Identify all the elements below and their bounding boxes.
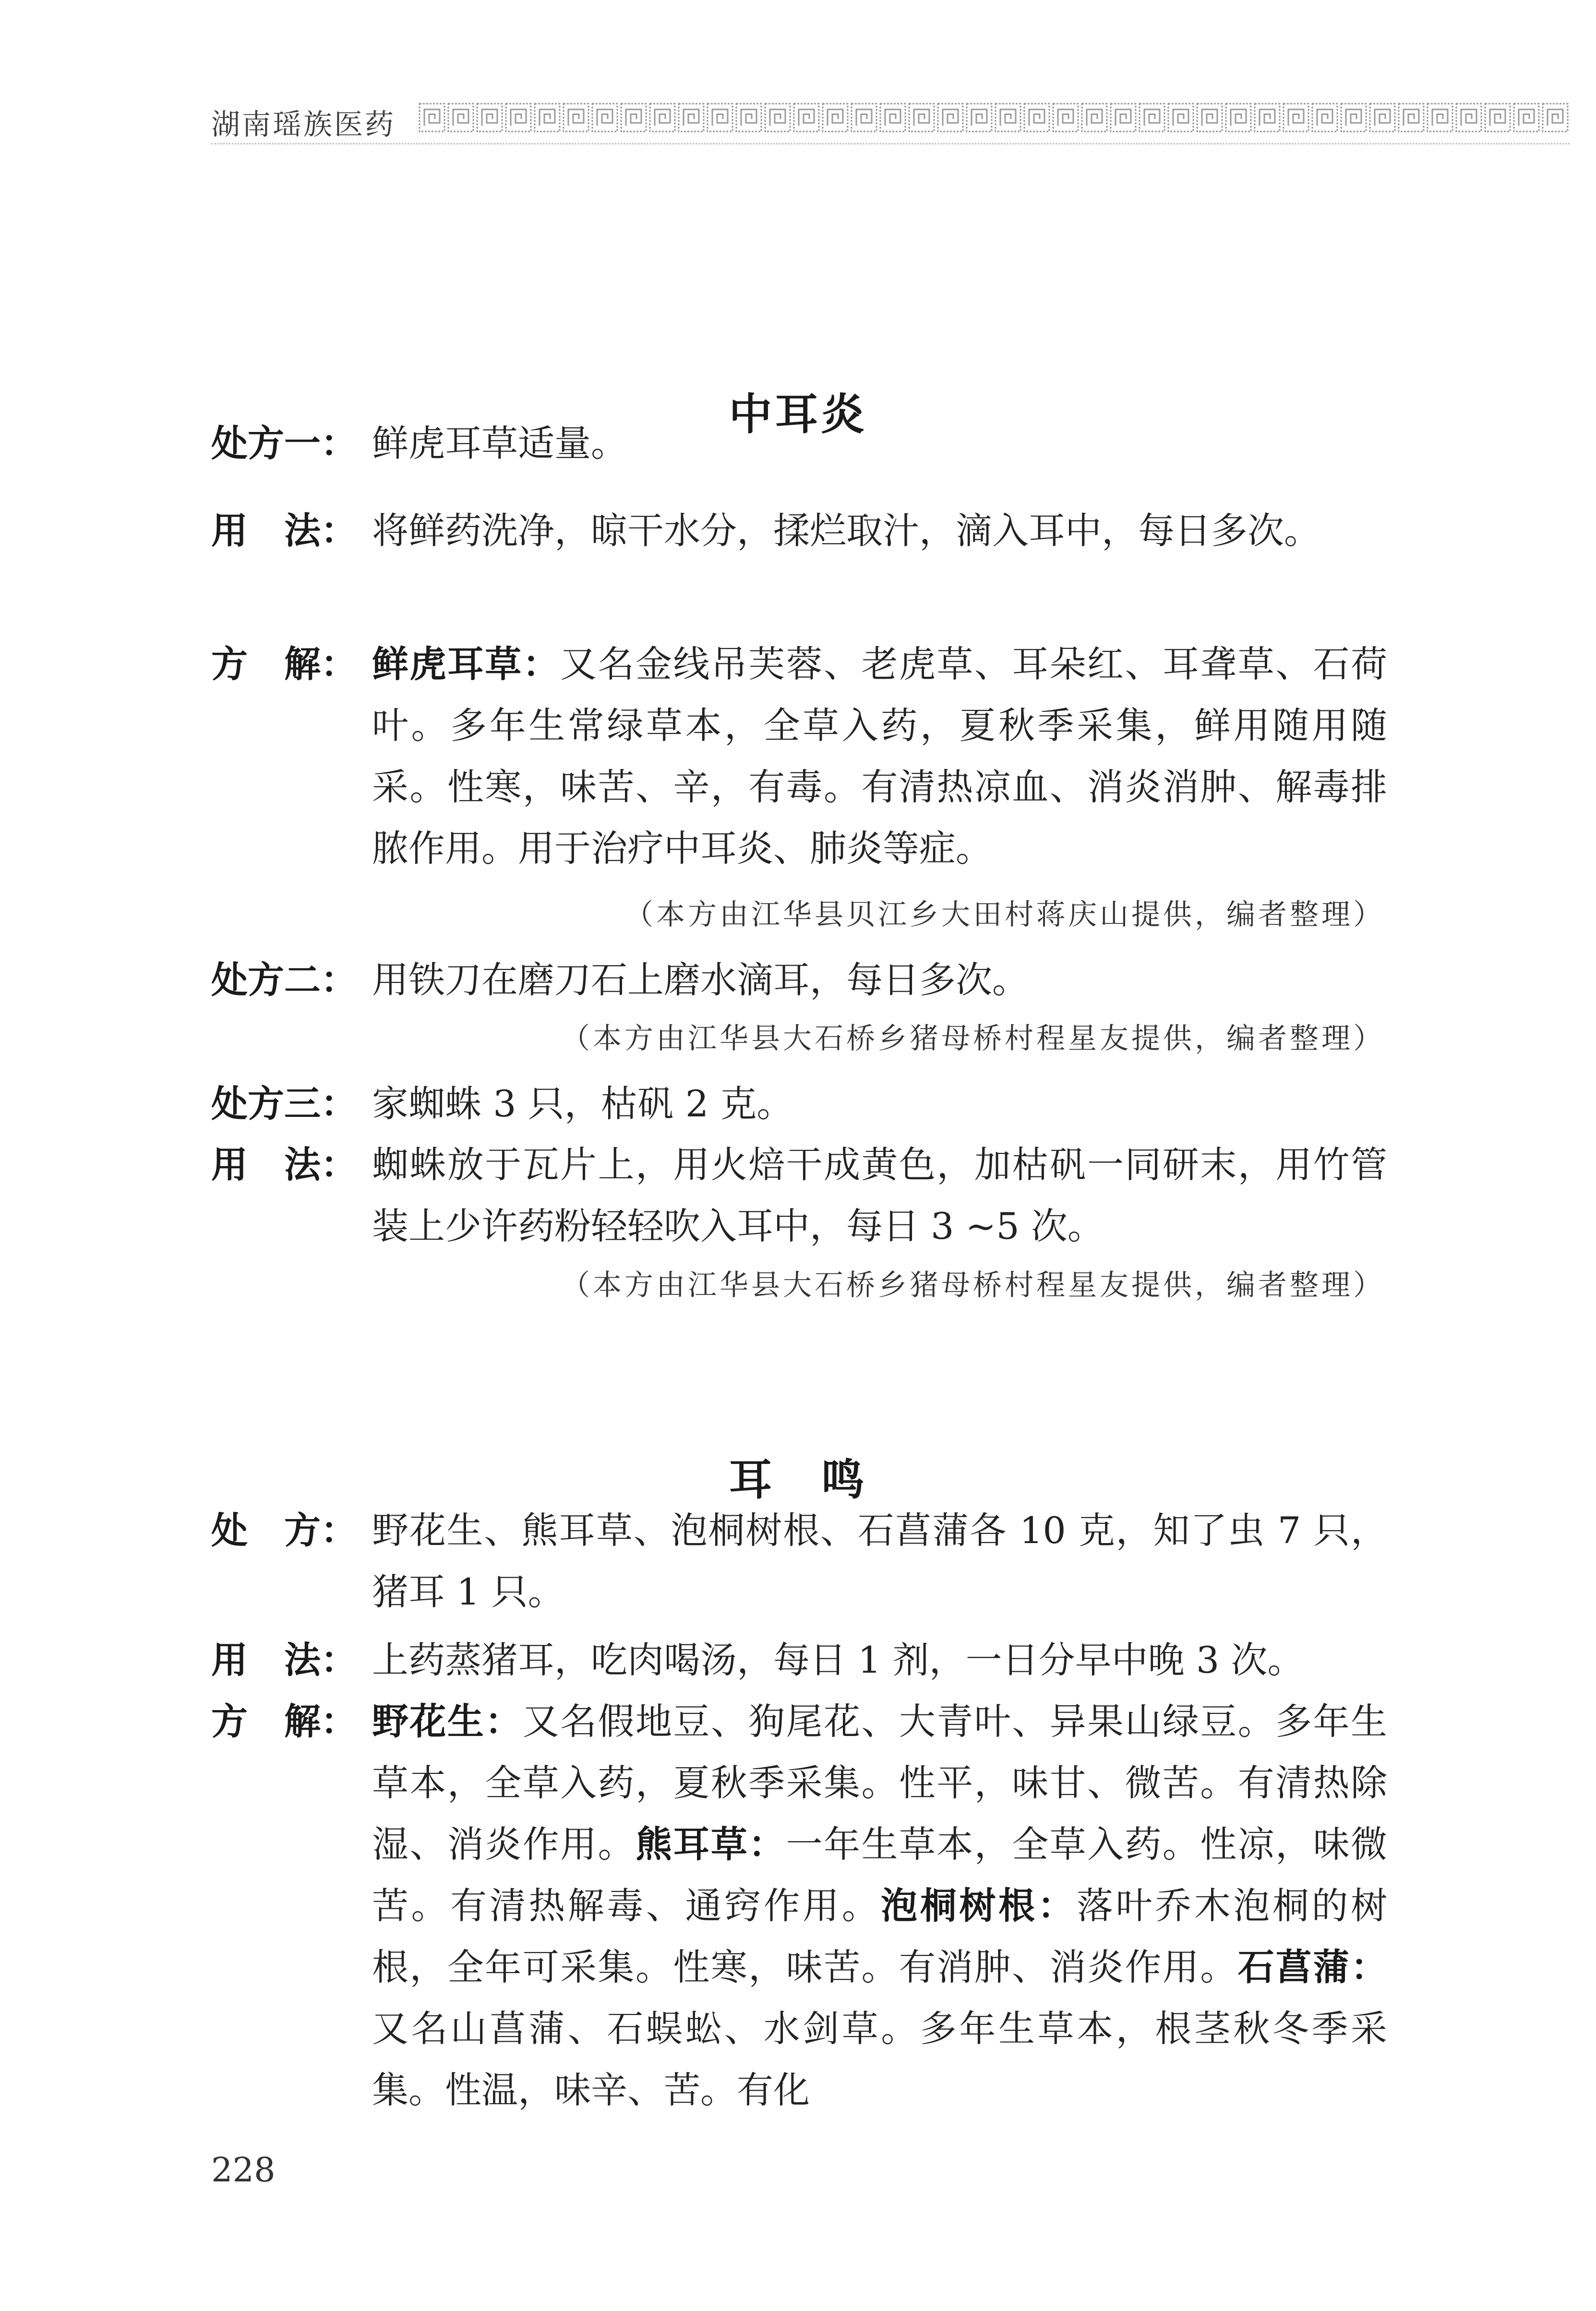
usage-label: 用 法： <box>211 1143 357 1186</box>
prescription-3 <box>211 1073 1387 1135</box>
prescription-label: 处 方： <box>211 1509 357 1552</box>
explanation-label: 方 解： <box>211 1700 357 1743</box>
usage-text: 蜘蛛放于瓦片上，用火焙干成黄色，加枯矾一同研末，用竹管装上少许药粉轻轻吹入耳中，每日 3 ~5 次。 <box>372 1143 1387 1247</box>
prescription-label: 处方二： <box>211 958 357 1001</box>
explanation-1 <box>211 634 1387 879</box>
section-title-tinnitus: 耳 鸣 <box>729 1454 867 1505</box>
running-title: 湖南瑶族医药 <box>211 108 396 142</box>
usage-text: 上药蒸猪耳，吃肉喝汤，每日 1 剂，一日分早中晚 3 次。 <box>372 1639 1304 1681</box>
usage-3 <box>211 1134 1387 1257</box>
prescription-text: 家蜘蛛 3 只，枯矾 2 克。 <box>372 1082 793 1125</box>
explanation-text <box>372 634 1387 879</box>
explanation-label: 方 解： <box>211 643 357 685</box>
header-rule <box>211 143 1570 144</box>
prescription <box>211 1500 1387 1623</box>
prescription-text: 鲜虎耳草适量。 <box>372 422 627 465</box>
usage-text: 将鲜药洗净，晾干水分，揉烂取汁，滴入耳中，每日多次。 <box>372 509 1320 552</box>
herb-name: 泡桐树根： <box>881 1884 1077 1927</box>
prescription-text: 用铁刀在磨刀石上磨水滴耳，每日多次。 <box>372 958 1029 1001</box>
header-ornament-band <box>418 101 1570 134</box>
herb-name: 熊耳草： <box>635 1823 786 1866</box>
herb-description: 又名金线吊芙蓉、老虎草、耳朵红、耳聋草、石荷叶。多年生常绿草本，全草入药，夏秋季采集，鲜用随用随采。性寒，味苦、辛，有毒。有清热凉血、消炎消肿、解毒排脓作用。用于治疗中耳炎、肺炎等症。 <box>372 643 1388 870</box>
herb-name: 野花生： <box>372 1700 523 1743</box>
source-note: （本方由江华县贝江乡大田村蒋庆山提供，编者整理） <box>624 898 1385 932</box>
usage-label: 用 法： <box>211 1639 357 1681</box>
usage <box>211 1629 1387 1691</box>
prescription-1 <box>211 413 1387 474</box>
usage-label: 用 法： <box>211 509 357 552</box>
herb-description: 又名假地豆、狗尾花、大青叶、异果山绿豆。多年生草本，全草入药，夏秋季采集。性平，味甘、微苦。有清热除湿、消炎作用。 <box>372 1700 1388 1866</box>
herb-description: 又名山菖蒲、石蜈蚣、水剑草。多年生草本，根茎秋冬季采集。性温，味辛、苦。有化 <box>372 2007 1387 2111</box>
prescription-2 <box>211 949 1387 1011</box>
usage-1 <box>211 500 1387 562</box>
prescription-label: 处方三： <box>211 1082 357 1125</box>
page-number: 228 <box>211 2150 276 2190</box>
prescription-label: 处方一： <box>211 422 357 465</box>
explanation <box>211 1691 1387 2121</box>
prescription-text: 野花生、熊耳草、泡桐树根、石菖蒲各 10 克，知了虫 7 只，猪耳 1 只。 <box>372 1509 1387 1613</box>
running-header <box>211 91 1570 144</box>
explanation-text <box>372 1691 1387 2121</box>
herb-name: 鲜虎耳草： <box>372 643 561 685</box>
herb-description: 落叶乔木泡桐的树根，全年可采集。性寒，味苦。有消肿、消炎作用。 <box>372 1884 1388 1988</box>
source-note: （本方由江华县大石桥乡猪母桥村程星友提供，编者整理） <box>561 1022 1385 1055</box>
herb-description: 一年生草本，全草入药。性凉，味微苦。有清热解毒、通窍作用。 <box>372 1823 1388 1927</box>
source-note: （本方由江华县大石桥乡猪母桥村程星友提供，编者整理） <box>561 1269 1385 1302</box>
section-title-otitis: 中耳炎 <box>729 389 867 440</box>
herb-name: 石菖蒲： <box>1237 1946 1388 1988</box>
